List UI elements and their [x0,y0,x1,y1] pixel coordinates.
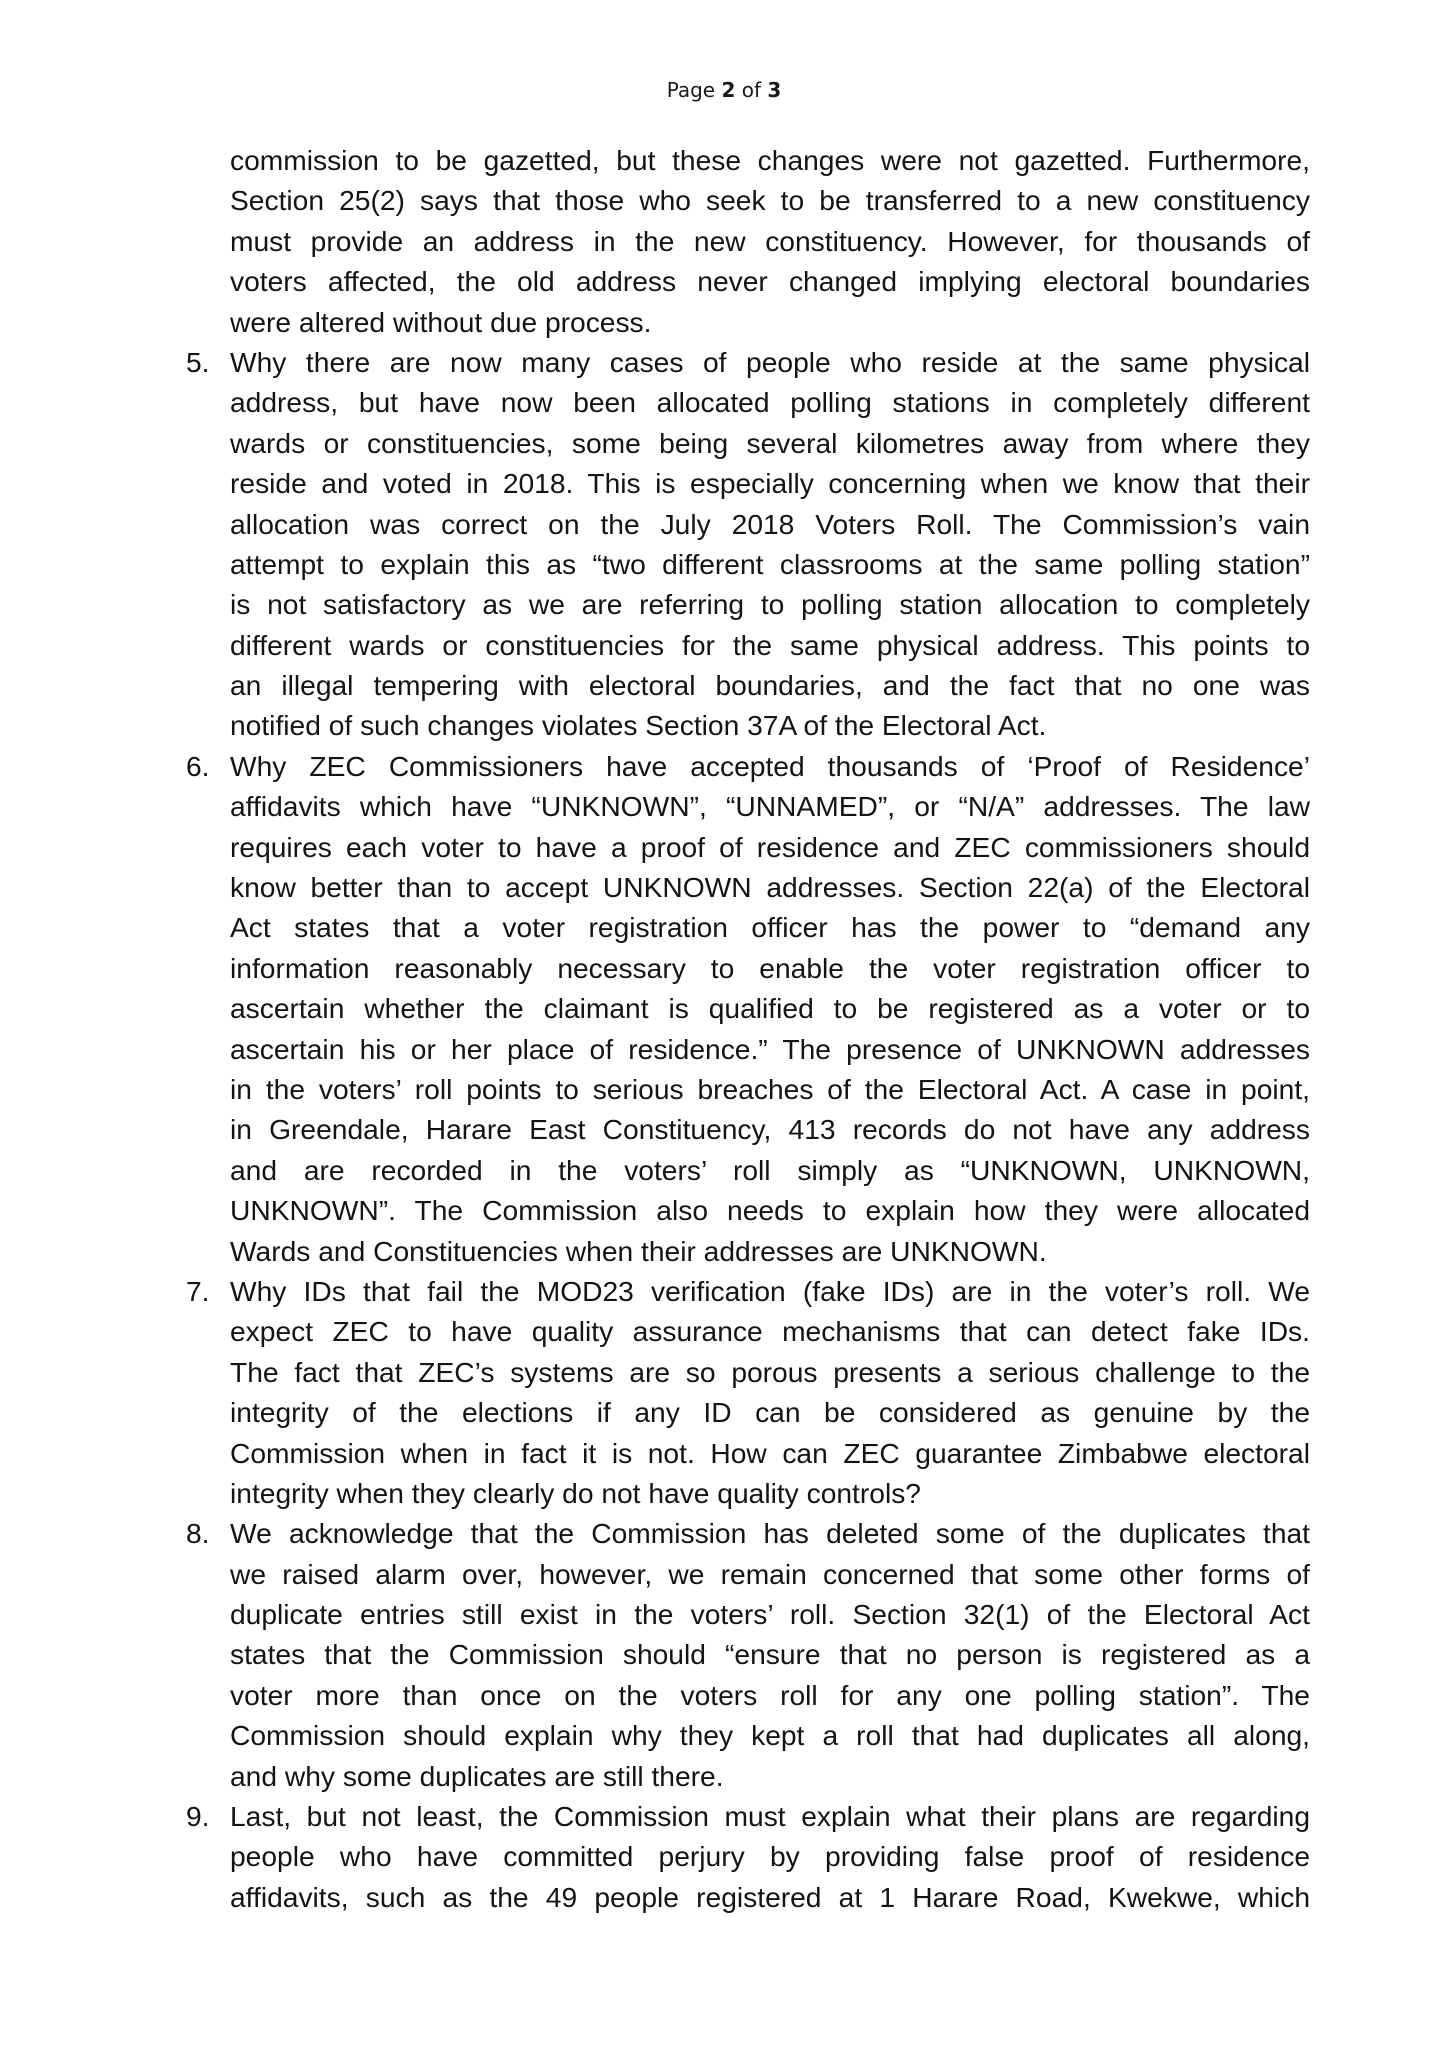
text-line: reside and voted in 2018. This is especially concerning when we know that their [230,467,1310,500]
text-line: expect ZEC to have quality assurance mechanisms that can detect fake IDs. [230,1315,1310,1348]
list-item-5 [186,342,1310,746]
text-line: different wards or constituencies for the same physical address. This points to [230,628,1310,661]
text-line: and are recorded in the voters’ roll simply as “UNKNOWN, UNKNOWN, [230,1153,1310,1186]
page-number-header [0,78,1448,102]
text-line: Why there are now many cases of people who reside at the same physical [230,345,1310,378]
text-line: an illegal tempering with electoral boundaries, and the fact that no one was [230,669,1310,702]
text-line: Section 25(2) says that those who seek to be transferred to a new constituency [230,184,1310,217]
text-line: We acknowledge that the Commission has deleted some of the duplicates that [230,1517,1310,1550]
text-line: wards or constituencies, some being several kilometres away from where they [230,426,1310,459]
list-item-7 [186,1271,1310,1513]
text-line: and why some duplicates are still there. [230,1759,724,1792]
text-line: address, but have now been allocated polling stations in completely different [230,386,1310,419]
text-line: duplicate entries still exist in the voters’ roll. Section 32(1) of the Electoral Act [230,1598,1310,1631]
text-line: must provide an address in the new constituency. However, for thousands of [230,224,1310,257]
list-item-number: 9. [186,1800,210,1833]
list-item-6 [186,746,1310,1271]
text-line: integrity of the elections if any ID can be considered as genuine by the [230,1396,1310,1429]
text-line: affidavits, such as the 49 people registered at 1 Harare Road, Kwekwe, which [230,1880,1310,1913]
text-line: integrity when they clearly do not have quality controls? [230,1476,921,1509]
page-label-of: of [735,78,768,102]
text-line: people who have committed perjury by providing false proof of residence [230,1840,1310,1873]
text-line: in the voters’ roll points to serious breaches of the Electoral Act. A case in point, [230,1072,1310,1105]
text-line: we raised alarm over, however, we remain concerned that some other forms of [230,1557,1310,1590]
text-line: in Greendale, Harare East Constituency, 413 records do not have any address [230,1113,1310,1146]
text-line: Why IDs that fail the MOD23 verification (fake IDs) are in the voter’s roll. We [230,1274,1310,1307]
text-line: were altered without due process. [230,305,652,338]
text-line: UNKNOWN”. The Commission also needs to explain how they were allocated [230,1194,1310,1227]
text-line: Commission when in fact it is not. How can ZEC guarantee Zimbabwe electoral [230,1436,1310,1469]
text-line: attempt to explain this as “two different classrooms at the same polling station” [230,547,1310,580]
text-line: information reasonably necessary to enable the voter registration officer to [230,951,1310,984]
current-page-number: 2 [721,78,736,102]
text-line: Act states that a voter registration officer has the power to “demand any [230,911,1310,944]
text-line: ascertain his or her place of residence.” The presence of UNKNOWN addresses [230,1032,1310,1065]
text-line: requires each voter to have a proof of residence and ZEC commissioners should [230,830,1310,863]
text-line: know better than to accept UNKNOWN addresses. Section 22(a) of the Electoral [230,871,1310,904]
list-item-number: 5. [186,345,210,378]
list-item-8 [186,1513,1310,1796]
text-line: Last, but not least, the Commission must explain what their plans are regarding [230,1800,1310,1833]
total-page-count: 3 [767,78,782,102]
list-item-9 [186,1796,1310,1917]
text-line: notified of such changes violates Section 37A of the Electoral Act. [230,709,1047,742]
text-line: allocation was correct on the July 2018 Voters Roll. The Commission’s vain [230,507,1310,540]
text-line: is not satisfactory as we are referring to polling station allocation to completely [230,588,1310,621]
text-line: The fact that ZEC’s systems are so porous presents a serious challenge to the [230,1355,1310,1388]
list-item-number: 8. [186,1517,210,1550]
text-line: states that the Commission should “ensure that no person is registered as a [230,1638,1310,1671]
text-line: affidavits which have “UNKNOWN”, “UNNAMED”, or “N/A” addresses. The law [230,790,1310,823]
text-line: Wards and Constituencies when their addresses are UNKNOWN. [230,1234,1047,1267]
text-line: voter more than once on the voters roll for any one polling station”. The [230,1678,1310,1711]
text-line: ascertain whether the claimant is qualified to be registered as a voter or to [230,992,1310,1025]
text-line: Why ZEC Commissioners have accepted thousands of ‘Proof of Residence’ [230,749,1310,782]
text-line: commission to be gazetted, but these changes were not gazetted. Furthermore, [230,144,1310,176]
document-body [186,140,1310,1917]
continued-paragraph [230,140,1310,342]
text-line: voters affected, the old address never changed implying electoral boundaries [230,265,1310,298]
page-label-prefix: Page [666,78,722,102]
text-line: Commission should explain why they kept a roll that had duplicates all along, [230,1719,1310,1752]
list-item-number: 6. [186,749,210,782]
list-item-number: 7. [186,1274,210,1307]
